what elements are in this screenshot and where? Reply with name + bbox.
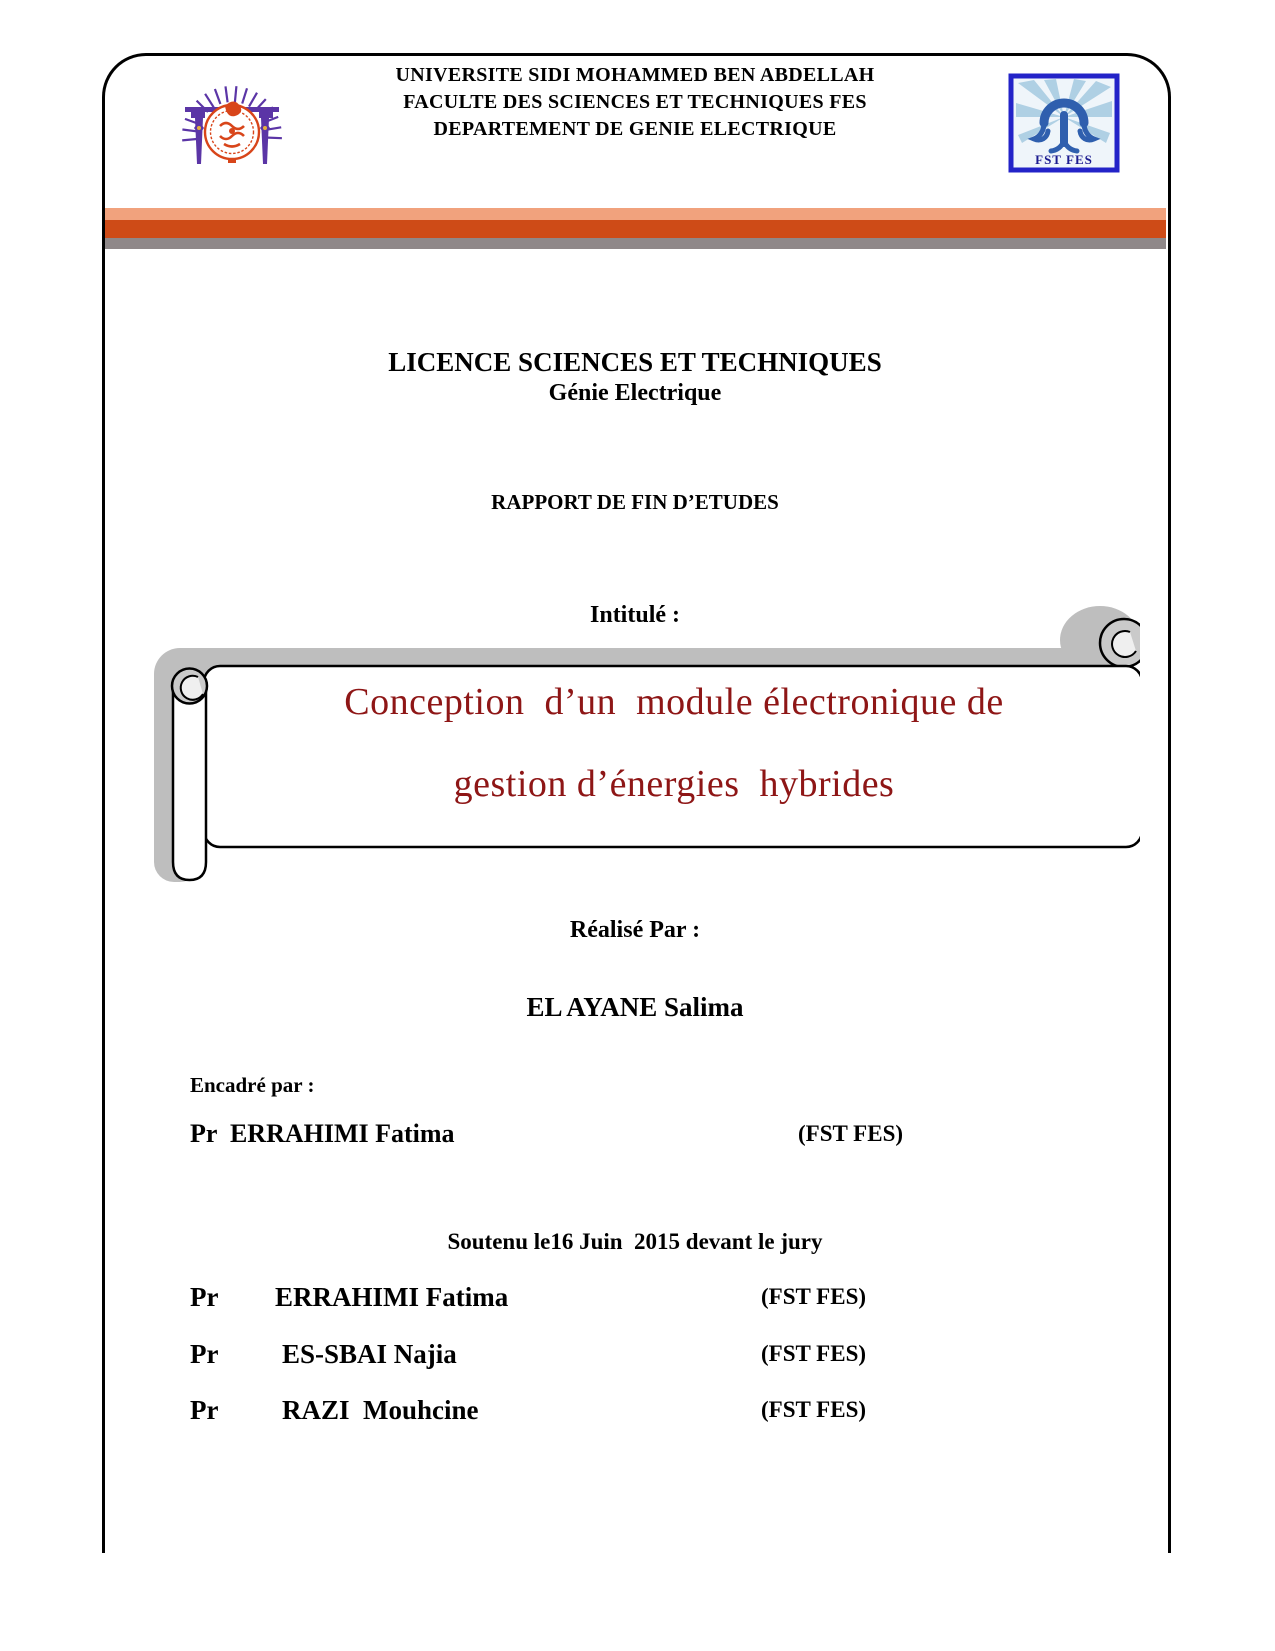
department-name: DEPARTEMENT DE GENIE ELECTRIQUE xyxy=(433,118,837,140)
stripe-salmon xyxy=(105,208,1166,220)
jury-row xyxy=(190,1392,1040,1428)
university-name: UNIVERSITE SIDI MOHAMMED BEN ABDELLAH xyxy=(395,64,875,86)
encadre-par-label: Encadré par : xyxy=(190,1073,315,1097)
stripe-orange xyxy=(105,220,1166,238)
jury-member-title: Pr xyxy=(190,1339,219,1369)
scroll-banner xyxy=(140,580,1140,890)
jury-member-affiliation: (FST FES) xyxy=(761,1284,867,1309)
jury-member-affiliation: (FST FES) xyxy=(761,1341,867,1366)
supervisor-affiliation: (FST FES) xyxy=(798,1121,904,1146)
author-name: EL AYANE Salima xyxy=(526,992,744,1022)
supervisor-name: Pr ERRAHIMI Fatima xyxy=(190,1119,455,1148)
specialty-title: Génie Electrique xyxy=(548,380,722,406)
fst-fes-logo-icon xyxy=(1008,73,1120,173)
report-type-label: RAPPORT DE FIN D’ETUDES xyxy=(491,490,779,514)
jury-row xyxy=(190,1336,1040,1372)
jury-member-name: ERRAHIMI Fatima xyxy=(275,1282,509,1312)
header-divider-stripes xyxy=(105,208,1166,249)
realise-par-label: Réalisé Par : xyxy=(569,917,701,943)
stripe-gray xyxy=(105,238,1166,249)
thesis-title-line1: Conception d’un module électronique de xyxy=(344,681,1004,723)
intitule-label: Intitulé : xyxy=(590,602,680,628)
jury-member-affiliation: (FST FES) xyxy=(761,1397,867,1422)
jury-member-name: RAZI Mouhcine xyxy=(282,1395,479,1425)
defense-heading: Soutenu le16 Juin 2015 devant le jury xyxy=(447,1229,823,1254)
degree-title: LICENCE SCIENCES ET TECHNIQUES xyxy=(388,347,882,377)
fst-fes-logo-caption: FST FES xyxy=(1035,152,1093,167)
jury-member-title: Pr xyxy=(190,1282,219,1312)
jury-member-name: ES-SBAI Najia xyxy=(282,1339,457,1369)
supervisor-row xyxy=(190,1118,1040,1150)
jury-member-title: Pr xyxy=(190,1395,219,1425)
jury-row xyxy=(190,1279,1040,1315)
thesis-title-line2: gestion d’énergies hybrides xyxy=(453,763,895,805)
faculty-name: FACULTE DES SCIENCES ET TECHNIQUES FES xyxy=(403,91,867,113)
